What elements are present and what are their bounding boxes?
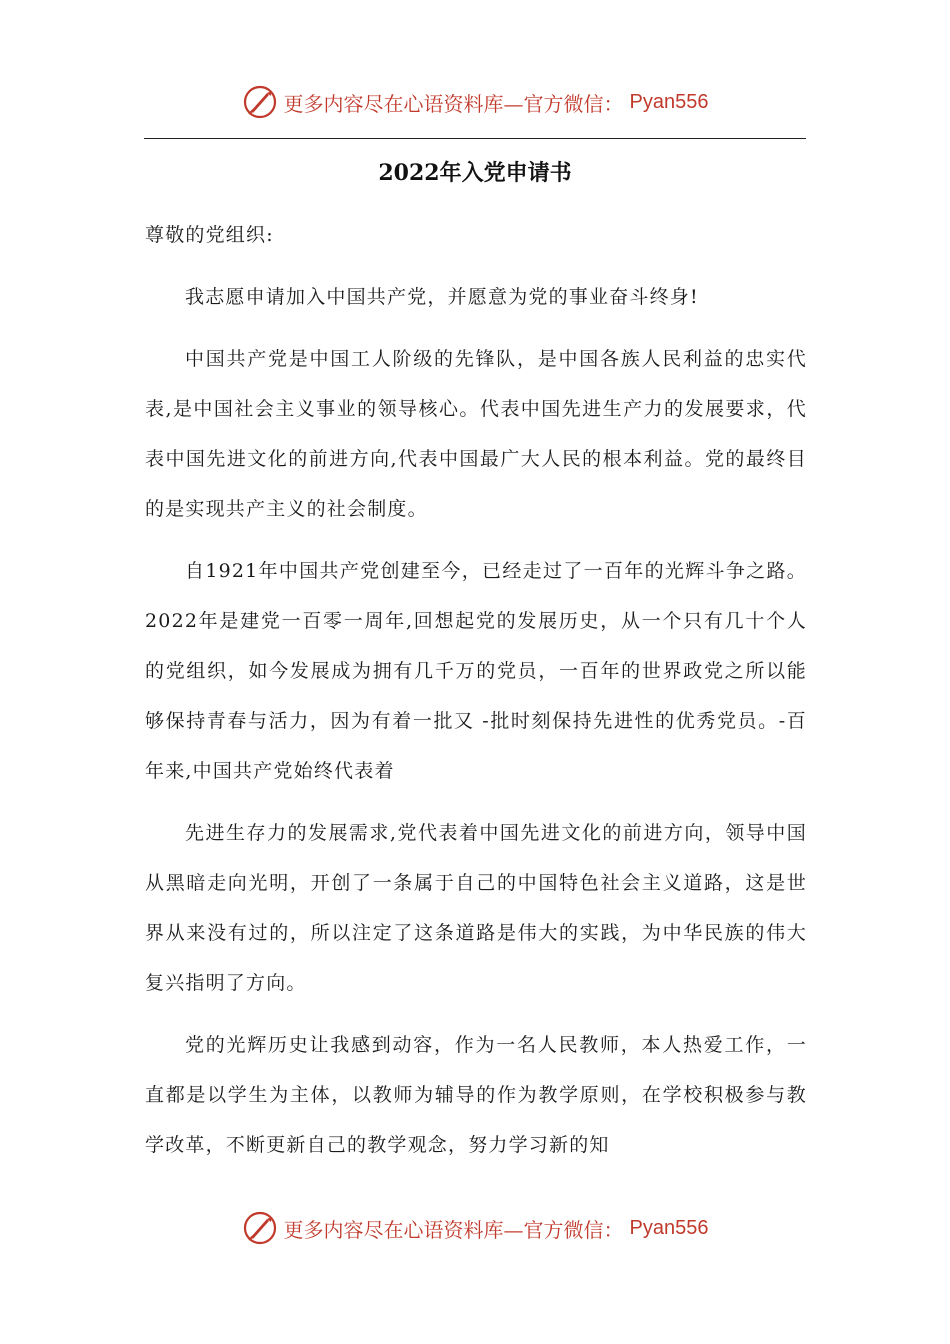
paragraph-5: 党的光辉历史让我感到动容，作为一名人民教师，本人热爱工作，一直都是以学生为主体，以教师为辅导的作为教学原则，在学校积极参与教学改革，不断更新自己的教学观念，努力学习新的知 bbox=[145, 1034, 807, 1156]
paragraph-2: 中国共产党是中国工人阶级的先锋队，是中国各族人民利益的忠实代表,是中国社会主义事业的领导核心。代表中国先进生产力的发展要求，代表中国先进文化的前进方向,代表中国最广大人民的根本利益。党的最终目的是实现共产主义的社会制度。 bbox=[145, 348, 807, 520]
paragraph-1: 我志愿申请加入中国共产党，并愿意为党的事业奋斗终身! bbox=[185, 286, 699, 308]
paragraph-3: 自1921年中国共产党创建至今，已经走过了一百年的光辉斗争之路。2022年是建党一百零一周年,回想起党的发展历史，从一个只有几十个人的党组织，如今发展成为拥有几千万的党员，一百年的世界政党之所以能够保持青春与活力，因为有着一批又 -批时刻保持先进性的优秀党员。-百年来,中国共产党始终代表着 bbox=[145, 560, 807, 782]
footer-wechat-id: Pyan556 bbox=[629, 1216, 709, 1239]
header-divider bbox=[144, 138, 806, 139]
footer-banner bbox=[0, 1210, 950, 1246]
header-wechat-id: Pyan556 bbox=[629, 90, 709, 113]
paragraph-4: 先进生存力的发展需求,党代表着中国先进文化的前进方向，领导中国从黑暗走向光明，开创了一条属于自己的中国特色社会主义道路，这是世界从来没有过的，所以注定了这条道路是伟大的实践，为中华民族的伟大复兴指明了方向。 bbox=[145, 822, 807, 994]
quill-logo-icon bbox=[242, 84, 278, 120]
header-banner-text: 更多内容尽在心语资料库—官方微信： bbox=[283, 91, 624, 116]
quill-logo-icon bbox=[242, 1210, 278, 1246]
header-banner bbox=[0, 84, 950, 120]
document-title: 2022年入党申请书 bbox=[378, 160, 572, 186]
document-body bbox=[145, 210, 807, 1182]
footer-banner-text: 更多内容尽在心语资料库—官方微信： bbox=[283, 1217, 624, 1242]
salutation: 尊敬的党组织: bbox=[145, 224, 274, 246]
